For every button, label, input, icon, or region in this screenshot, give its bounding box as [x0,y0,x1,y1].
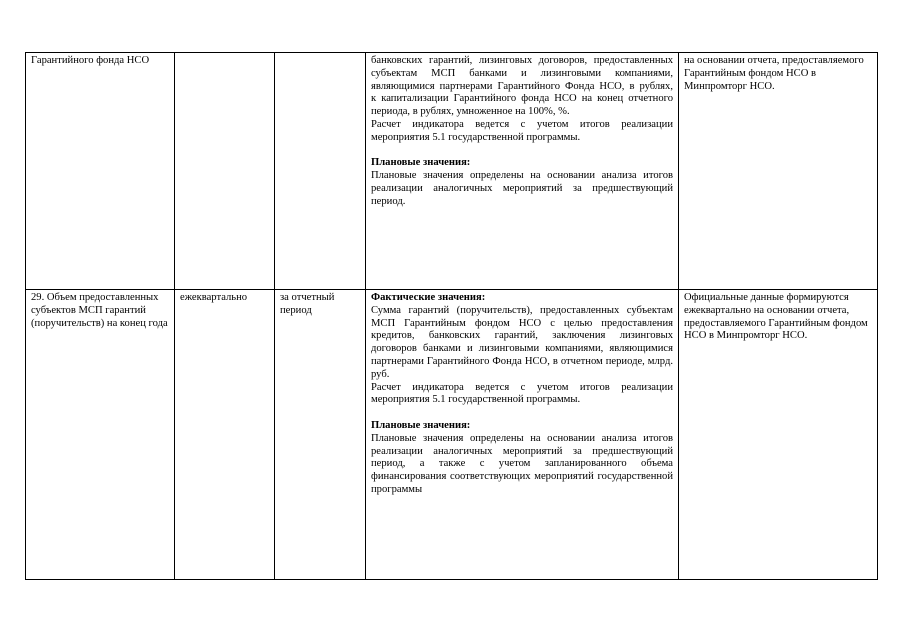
method-cell [366,53,679,290]
source-text: на основании отчета, предоставляемого Гарантийным фондом НСО в Минпромторг НСО. [684,55,864,92]
indicator-name-cell [26,290,175,580]
method-paragraph: Расчет индикатора ведется с учетом итогов реализации мероприятия 5.1 государственной программы. [371,118,673,143]
indicator-name-cell [26,53,175,290]
source-text: Официальные данные формируются ежеквартально на основании отчета, предоставляемого Гарантийным фондом НСО в Минпромторг НСО. [684,292,868,342]
table-row [26,53,878,290]
frequency-cell [175,290,275,580]
plan-heading: Плановые значения: [371,157,471,169]
indicator-name: 29. Объем предоставленных субъектов МСП гарантий (поручительств) на конец года [31,292,168,329]
source-cell [679,53,878,290]
indicator-name: Гарантийного фонда НСО [31,55,150,66]
method-paragraph: Сумма гарантий (поручительств), предоставленных субъектам МСП Гарантийным фондом НСО с целью предоставления кредитов, банковских гарантий, заключения лизинговых договоров банками и лизинговыми компаниями, являющимися партнерами Гарантийного Фонда НСО, в отчетном периоде, млрд. руб. [371,304,673,380]
table-row [26,290,878,580]
indicators-table [25,52,878,580]
period-text: за отчетный период [280,292,335,316]
method-paragraph: к капитализации Гарантийного фонда НСО на конец отчетного периода, в рублях, умноженное на 100%, %. [371,93,673,118]
fact-heading: Фактические значения: [371,292,486,303]
period-cell [275,53,366,290]
method-paragraph: банковских гарантий, лизинговых договоров, предоставленных субъектам МСП банками и лизинговыми компаниями, являющимися партнерами Гарантийного Фонда НСО, в рублях, [371,55,673,92]
plan-text: Плановые значения определены на основании анализа итогов реализации аналогичных мероприятий за предшествующий период, а также с учетом запланированного объема финансирования соответствующих мероприятий государственной программы [371,432,673,495]
plan-heading: Плановые значения: [371,419,471,431]
plan-text: Плановые значения определены на основании анализа итогов реализации аналогичных мероприятий за предшествующий период. [371,170,673,207]
method-paragraph: Расчет индикатора ведется с учетом итогов реализации мероприятия 5.1 государственной программы. [371,381,673,406]
frequency-text: ежеквартально [180,292,248,303]
frequency-cell [175,53,275,290]
source-cell [679,290,878,580]
method-cell [366,290,679,580]
period-cell [275,290,366,580]
